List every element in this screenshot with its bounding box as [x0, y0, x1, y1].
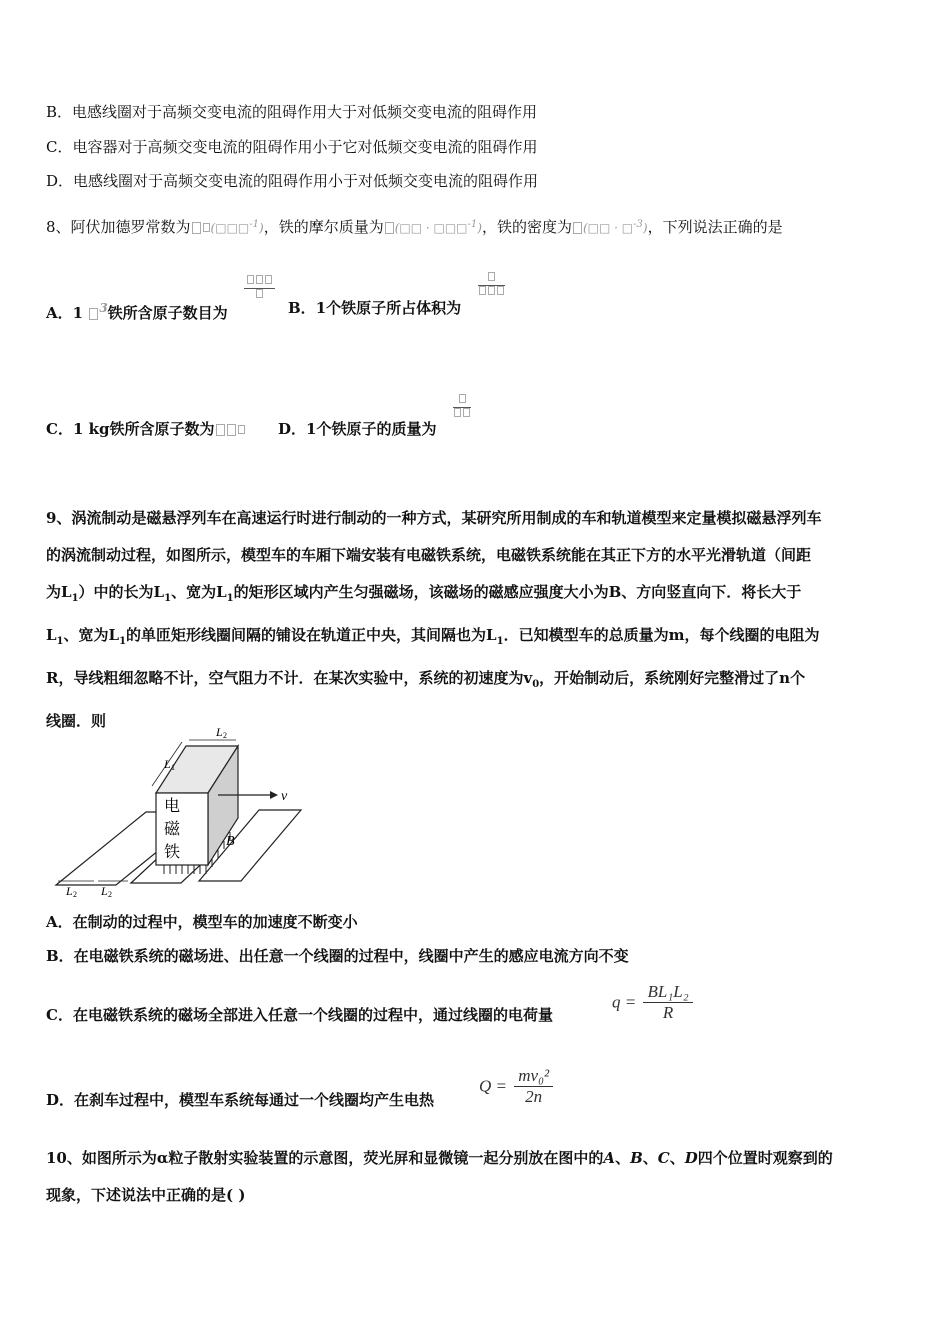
q8-stem: 8、阿伏加德罗常数为 (□□□$^{-1}$)，铁的摩尔质量为 (□□ · □□□$^{-1}$)，铁的密度为 (□□ · □$^{-3}$)，下列说法正确的是 — [46, 218, 783, 236]
q7-option-b: B．电感线圈对于高频交变电流的阻碍作用大于对低频交变电流的阻碍作用 — [46, 103, 538, 121]
q9-option-b: B．在电磁铁系统的磁场进、出任意一个线圈的过程中，线圈中产生的感应电流方向不变 — [46, 947, 629, 965]
q8-option-c: C．1 kg铁所含原子数为 — [46, 419, 246, 439]
q8-option-b-fraction — [478, 272, 505, 299]
magnet-char-3: 铁 — [164, 842, 181, 861]
q7-option-c: C．电容器对于高频交变电流的阻碍作用小于它对低频交变电流的阻碍作用 — [46, 138, 538, 156]
label-L2-bottom-b: L — [101, 884, 108, 898]
placeholder-symbol — [573, 222, 582, 234]
q8-option-b: B．1个铁原子所占体积为 — [288, 299, 462, 317]
q9-option-a: A．在制动的过程中，模型车的加速度不断变小 — [46, 913, 358, 931]
placeholder-symbol — [385, 222, 394, 234]
label-L2-bottom-a-sub: 2 — [73, 890, 77, 899]
q8-unit-2: (□□ · □□□$^{-1}$) — [394, 219, 482, 235]
label-L2-bottom-a: L — [66, 884, 73, 898]
placeholder-unit — [89, 308, 98, 320]
q7-option-d: D．电感线圈对于高频交变电流的阻碍作用小于对低频交变电流的阻碍作用 — [46, 172, 539, 190]
q8-unit-3: (□□ · □$^{-3}$) — [582, 219, 648, 235]
q8-option-a-fraction — [244, 275, 275, 302]
label-B: B — [226, 834, 235, 849]
label-L1-side: L — [164, 757, 171, 771]
label-L2-top-sub: 2 — [223, 731, 227, 740]
q9-option-d-formula: Q = $\frac{\text{mv₀²}}{2n}$ — [479, 1066, 556, 1107]
q9-option-c-formula: q = $\frac{\text{BL₁L₂}}{R}$ — [612, 982, 696, 1023]
label-L2-bottom-b-sub: 2 — [108, 890, 112, 899]
placeholder-sub — [203, 223, 210, 232]
q10-stem: 10、如图所示为α粒子散射实验装置的示意图，荧光屏和显微镜一起分别放在图中的A、B、C、D四个位置时观察到的 现象，下述说法中正确的是( ) — [46, 1149, 833, 1204]
q8-option-d: D．1个铁原子的质量为 — [278, 420, 437, 438]
q8-unit-1: (□□□$^{-1}$) — [210, 219, 264, 235]
q8-option-a: A．1 $^3$铁所含原子数目为 — [46, 301, 228, 322]
label-v: v — [281, 789, 288, 804]
label-L2-top: L — [216, 725, 223, 739]
placeholder-symbol — [192, 222, 201, 234]
q9-stem: 9、涡流制动是磁悬浮列车在高速运行时进行制动的一种方式，某研究所用制成的车和轨道模型来定量模拟磁悬浮列车 的涡流制动过程，如图所示，模型车的车厢下端安装有电磁铁系统，电磁铁系统能在其正下方的水平光滑轨道（间距 为$L_1$）中的长为$L_1$、宽为$L_1$的矩形区域内产生匀强磁场，该磁场的磁感应强度大小为B、方向竖直向下．将长大于 $L_1$、宽为$L_1$的单匝矩形线圈间隔的铺设在轨道正中央，其间隔也为$L_1$．已知模型车的总质量为m，每个线圈的电阻为 R，导线粗细忽略不计，空气阻力不计．在某次实验中，系统的初速度为$v_0$，开始制动后，系统刚好完整滑过了n个 线圈．则 — [46, 509, 822, 730]
label-L1-side-sub: 1 — [171, 763, 175, 772]
q9-figure — [46, 718, 306, 900]
q9-option-d: D．在刹车过程中，模型车系统每通过一个线圈均产生电热 — [46, 1091, 435, 1109]
magnet-char-1: 电 — [164, 796, 181, 815]
q9-option-c: C．在电磁铁系统的磁场全部进入任意一个线圈的过程中，通过线圈的电荷量 — [46, 1006, 553, 1024]
velocity-arrowhead — [270, 791, 278, 799]
magnet-char-2: 磁 — [164, 819, 181, 838]
q8-option-d-fraction — [453, 394, 471, 421]
